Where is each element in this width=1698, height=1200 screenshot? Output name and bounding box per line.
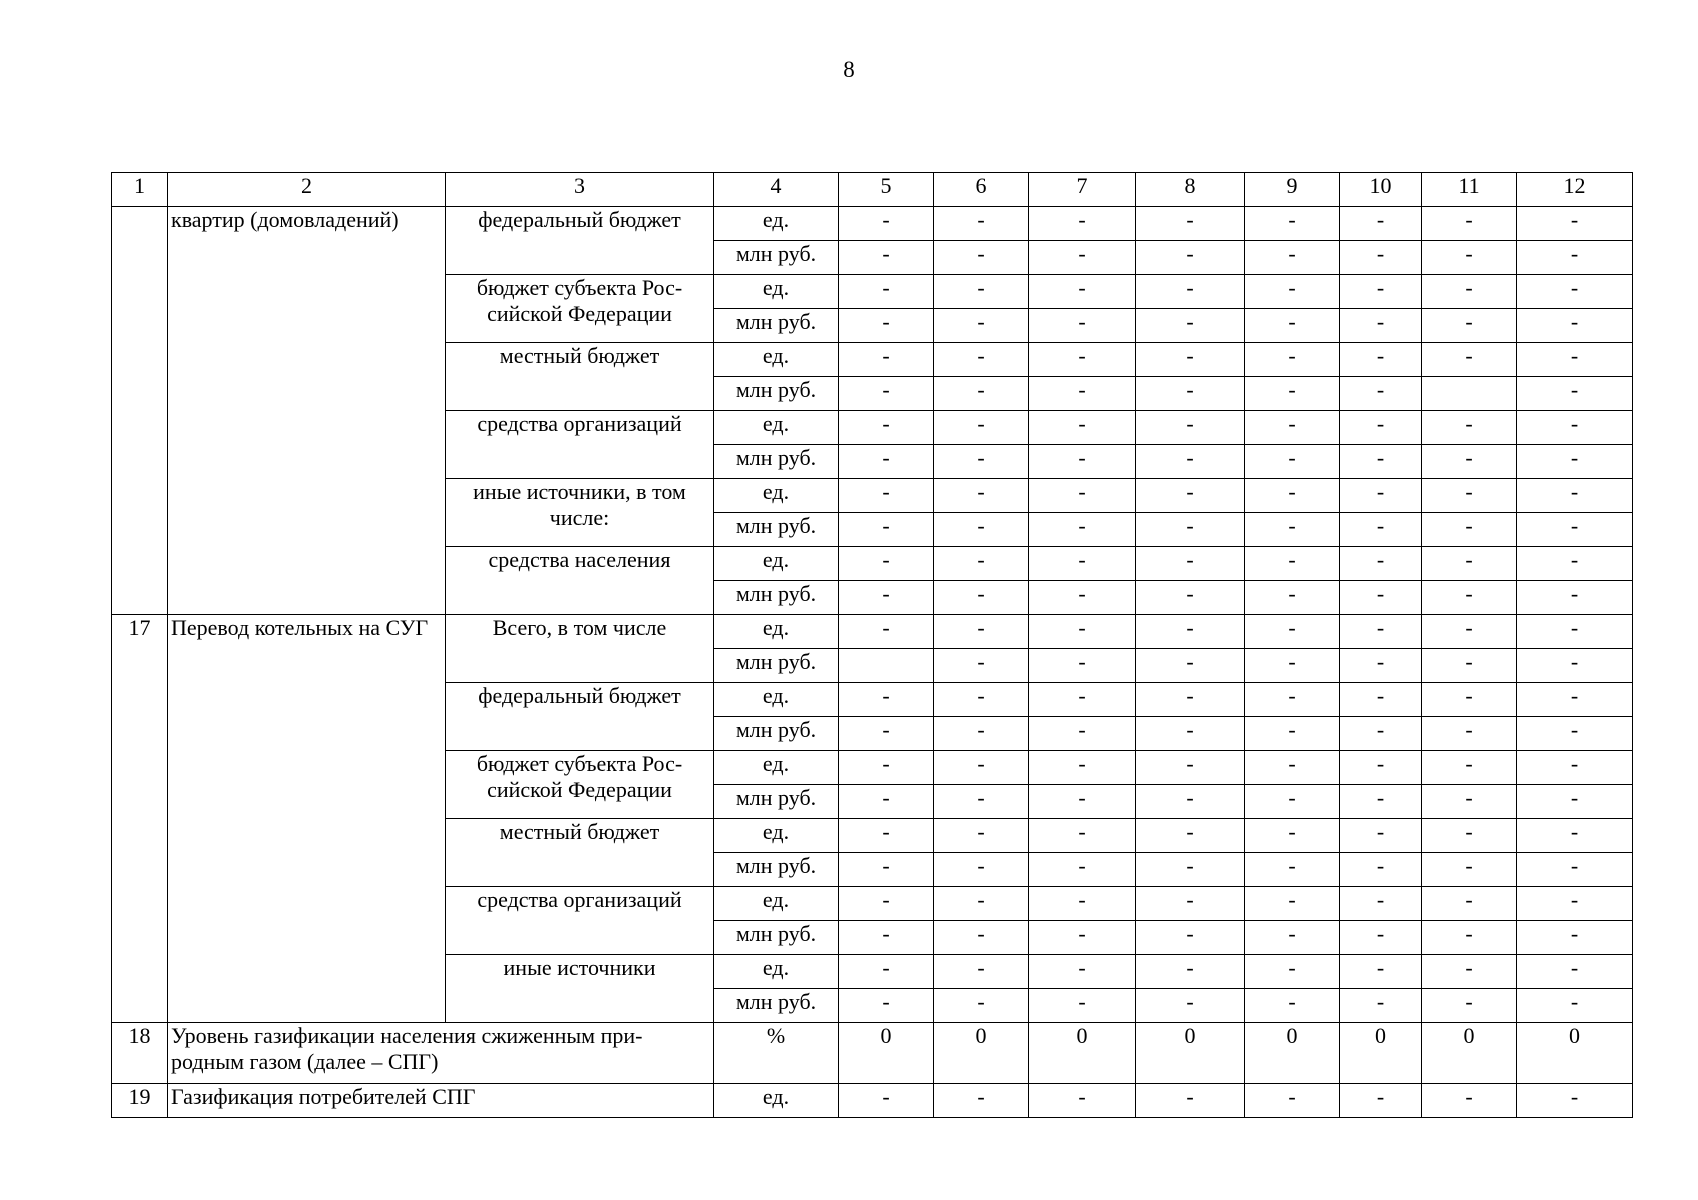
- value-cell: -: [1422, 717, 1517, 751]
- value-cell: -: [1422, 615, 1517, 649]
- value-cell: -: [1029, 241, 1136, 275]
- funding-source: средства организаций: [446, 411, 714, 479]
- funding-source: бюджет субъекта Рос-сийской Федерации: [446, 275, 714, 343]
- value-cell: -: [1517, 955, 1633, 989]
- value-cell: -: [839, 819, 934, 853]
- value-cell: -: [839, 445, 934, 479]
- table-body: [112, 173, 1633, 1118]
- unit-cell: млн руб.: [714, 513, 839, 547]
- value-cell: -: [1029, 377, 1136, 411]
- value-cell: -: [1422, 683, 1517, 717]
- unit-cell: ед.: [714, 479, 839, 513]
- value-cell: -: [1245, 1084, 1340, 1118]
- value-cell: -: [934, 547, 1029, 581]
- unit-cell: ед.: [714, 887, 839, 921]
- value-cell: -: [1245, 785, 1340, 819]
- value-cell: -: [1422, 207, 1517, 241]
- value-cell: -: [839, 955, 934, 989]
- value-cell: -: [1340, 309, 1422, 343]
- value-cell: -: [1029, 785, 1136, 819]
- value-cell: -: [934, 785, 1029, 819]
- value-cell: -: [1136, 649, 1245, 683]
- header-cell: 1: [112, 173, 168, 207]
- funding-source: федеральный бюджет: [446, 683, 714, 751]
- value-cell: -: [934, 377, 1029, 411]
- value-cell: -: [1136, 547, 1245, 581]
- value-cell: -: [1517, 513, 1633, 547]
- value-cell: -: [1136, 377, 1245, 411]
- value-cell: -: [1517, 411, 1633, 445]
- header-cell: 6: [934, 173, 1029, 207]
- value-cell: -: [1340, 513, 1422, 547]
- value-cell: -: [1517, 241, 1633, 275]
- value-cell: -: [934, 887, 1029, 921]
- funding-source: федеральный бюджет: [446, 207, 714, 275]
- value-cell: -: [1422, 445, 1517, 479]
- value-cell: -: [1340, 241, 1422, 275]
- value-cell: -: [1245, 955, 1340, 989]
- indicator-name: квартир (домовладений): [168, 207, 446, 615]
- funding-source: местный бюджет: [446, 343, 714, 411]
- value-cell: -: [1136, 853, 1245, 887]
- value-cell: -: [1422, 819, 1517, 853]
- value-cell: -: [839, 615, 934, 649]
- funding-source: местный бюджет: [446, 819, 714, 887]
- value-cell: -: [1517, 275, 1633, 309]
- value-cell: -: [1136, 989, 1245, 1023]
- value-cell: -: [1517, 751, 1633, 785]
- value-cell: -: [1245, 683, 1340, 717]
- value-cell: -: [934, 955, 1029, 989]
- indicator-name: Уровень газификации населения сжиженным при-родным газом (далее – СПГ): [168, 1023, 714, 1084]
- header-cell: 11: [1422, 173, 1517, 207]
- value-cell: -: [1422, 921, 1517, 955]
- value-cell: -: [1422, 411, 1517, 445]
- value-cell: -: [1340, 207, 1422, 241]
- value-cell: -: [1136, 411, 1245, 445]
- value-cell: -: [1029, 513, 1136, 547]
- value-cell: -: [1422, 785, 1517, 819]
- unit-cell: ед.: [714, 207, 839, 241]
- value-cell: -: [1029, 717, 1136, 751]
- value-cell: -: [1136, 887, 1245, 921]
- value-cell: -: [839, 887, 934, 921]
- value-cell: -: [1340, 853, 1422, 887]
- value-cell: -: [1517, 1084, 1633, 1118]
- value-cell: -: [1340, 887, 1422, 921]
- value-cell: -: [1136, 955, 1245, 989]
- value-cell: [839, 649, 934, 683]
- value-cell: -: [1517, 921, 1633, 955]
- header-cell: 10: [1340, 173, 1422, 207]
- value-cell: -: [1136, 513, 1245, 547]
- value-cell: -: [1029, 649, 1136, 683]
- value-cell: 0: [934, 1023, 1029, 1084]
- value-cell: -: [1422, 955, 1517, 989]
- value-cell: -: [1136, 445, 1245, 479]
- page-number: 8: [843, 57, 855, 82]
- value-cell: -: [839, 853, 934, 887]
- value-cell: -: [1029, 581, 1136, 615]
- value-cell: -: [1517, 683, 1633, 717]
- value-cell: -: [1029, 547, 1136, 581]
- value-cell: 0: [1422, 1023, 1517, 1084]
- value-cell: -: [1517, 377, 1633, 411]
- value-cell: -: [839, 411, 934, 445]
- value-cell: -: [1422, 1084, 1517, 1118]
- value-cell: -: [934, 853, 1029, 887]
- value-cell: -: [934, 683, 1029, 717]
- value-cell: -: [839, 921, 934, 955]
- value-cell: -: [934, 751, 1029, 785]
- value-cell: 0: [1245, 1023, 1340, 1084]
- value-cell: -: [1136, 275, 1245, 309]
- value-cell: -: [1340, 615, 1422, 649]
- funding-source: бюджет субъекта Рос-сийской Федерации: [446, 751, 714, 819]
- value-cell: -: [1517, 819, 1633, 853]
- value-cell: -: [1340, 785, 1422, 819]
- value-cell: -: [934, 921, 1029, 955]
- value-cell: 0: [1517, 1023, 1633, 1084]
- value-cell: -: [934, 479, 1029, 513]
- value-cell: -: [934, 819, 1029, 853]
- header-cell: 8: [1136, 173, 1245, 207]
- value-cell: -: [1517, 445, 1633, 479]
- row-number: 19: [112, 1084, 168, 1118]
- value-cell: -: [1136, 717, 1245, 751]
- value-cell: -: [1029, 751, 1136, 785]
- value-cell: -: [1422, 649, 1517, 683]
- row-number: 17: [112, 615, 168, 1023]
- value-cell: -: [1340, 717, 1422, 751]
- header-cell: 2: [168, 173, 446, 207]
- value-cell: -: [1245, 751, 1340, 785]
- header-cell: 9: [1245, 173, 1340, 207]
- value-cell: -: [1245, 717, 1340, 751]
- value-cell: -: [1340, 955, 1422, 989]
- value-cell: -: [1340, 989, 1422, 1023]
- value-cell: 0: [1340, 1023, 1422, 1084]
- value-cell: -: [1422, 581, 1517, 615]
- value-cell: -: [839, 241, 934, 275]
- value-cell: -: [1517, 207, 1633, 241]
- value-cell: -: [934, 615, 1029, 649]
- unit-cell: млн руб.: [714, 785, 839, 819]
- value-cell: -: [1340, 581, 1422, 615]
- value-cell: -: [1340, 445, 1422, 479]
- value-cell: -: [1245, 343, 1340, 377]
- value-cell: -: [1029, 275, 1136, 309]
- value-cell: -: [1136, 1084, 1245, 1118]
- value-cell: -: [839, 1084, 934, 1118]
- value-cell: -: [1029, 411, 1136, 445]
- header-cell: 7: [1029, 173, 1136, 207]
- unit-cell: %: [714, 1023, 839, 1084]
- value-cell: -: [1340, 275, 1422, 309]
- value-cell: -: [1517, 615, 1633, 649]
- value-cell: -: [1136, 343, 1245, 377]
- unit-cell: ед.: [714, 411, 839, 445]
- value-cell: -: [934, 581, 1029, 615]
- value-cell: -: [839, 309, 934, 343]
- value-cell: -: [1340, 819, 1422, 853]
- value-cell: -: [1029, 819, 1136, 853]
- value-cell: -: [934, 445, 1029, 479]
- value-cell: -: [1136, 683, 1245, 717]
- value-cell: -: [1517, 547, 1633, 581]
- value-cell: -: [934, 411, 1029, 445]
- value-cell: -: [1136, 309, 1245, 343]
- value-cell: -: [1245, 989, 1340, 1023]
- value-cell: -: [1422, 479, 1517, 513]
- value-cell: -: [1029, 887, 1136, 921]
- value-cell: 0: [1136, 1023, 1245, 1084]
- value-cell: -: [1245, 513, 1340, 547]
- value-cell: -: [839, 513, 934, 547]
- funding-source: Всего, в том числе: [446, 615, 714, 683]
- unit-cell: ед.: [714, 615, 839, 649]
- value-cell: -: [1517, 581, 1633, 615]
- header-cell: 3: [446, 173, 714, 207]
- value-cell: -: [1517, 853, 1633, 887]
- value-cell: -: [1136, 751, 1245, 785]
- data-table: [111, 172, 1633, 1118]
- unit-cell: ед.: [714, 955, 839, 989]
- value-cell: 0: [839, 1023, 934, 1084]
- value-cell: -: [1245, 377, 1340, 411]
- value-cell: [1422, 377, 1517, 411]
- value-cell: -: [1340, 1084, 1422, 1118]
- unit-cell: млн руб.: [714, 445, 839, 479]
- unit-cell: ед.: [714, 547, 839, 581]
- value-cell: -: [1340, 751, 1422, 785]
- value-cell: -: [934, 989, 1029, 1023]
- value-cell: -: [839, 547, 934, 581]
- value-cell: -: [934, 309, 1029, 343]
- value-cell: -: [1422, 853, 1517, 887]
- value-cell: -: [1029, 343, 1136, 377]
- value-cell: -: [1245, 479, 1340, 513]
- indicator-name: Газификация потребителей СПГ: [168, 1084, 714, 1118]
- indicator-name: Перевод котельных на СУГ: [168, 615, 446, 1023]
- value-cell: -: [1422, 241, 1517, 275]
- header-row: [112, 173, 1633, 207]
- value-cell: -: [1029, 615, 1136, 649]
- value-cell: -: [1340, 921, 1422, 955]
- value-cell: -: [839, 717, 934, 751]
- value-cell: -: [1245, 241, 1340, 275]
- row-number: 18: [112, 1023, 168, 1084]
- value-cell: -: [934, 513, 1029, 547]
- value-cell: -: [1245, 819, 1340, 853]
- value-cell: -: [1245, 615, 1340, 649]
- unit-cell: ед.: [714, 275, 839, 309]
- value-cell: -: [1136, 921, 1245, 955]
- value-cell: -: [1136, 615, 1245, 649]
- value-cell: -: [934, 207, 1029, 241]
- value-cell: -: [1422, 887, 1517, 921]
- value-cell: -: [934, 1084, 1029, 1118]
- unit-cell: млн руб.: [714, 241, 839, 275]
- unit-cell: млн руб.: [714, 581, 839, 615]
- value-cell: -: [1517, 343, 1633, 377]
- table-row: [112, 207, 1633, 241]
- value-cell: -: [839, 581, 934, 615]
- unit-cell: млн руб.: [714, 309, 839, 343]
- unit-cell: ед.: [714, 343, 839, 377]
- unit-cell: млн руб.: [714, 921, 839, 955]
- value-cell: -: [1245, 547, 1340, 581]
- value-cell: -: [1029, 1084, 1136, 1118]
- value-cell: -: [1422, 513, 1517, 547]
- value-cell: -: [1422, 343, 1517, 377]
- value-cell: -: [839, 343, 934, 377]
- value-cell: -: [1245, 649, 1340, 683]
- value-cell: -: [1245, 921, 1340, 955]
- value-cell: -: [1517, 717, 1633, 751]
- value-cell: -: [934, 649, 1029, 683]
- value-cell: -: [1029, 989, 1136, 1023]
- value-cell: -: [1340, 411, 1422, 445]
- value-cell: -: [1029, 853, 1136, 887]
- value-cell: -: [1136, 241, 1245, 275]
- value-cell: -: [839, 989, 934, 1023]
- value-cell: -: [1517, 479, 1633, 513]
- unit-cell: ед.: [714, 683, 839, 717]
- unit-cell: млн руб.: [714, 649, 839, 683]
- value-cell: -: [934, 343, 1029, 377]
- value-cell: -: [1340, 479, 1422, 513]
- value-cell: -: [1245, 275, 1340, 309]
- value-cell: -: [839, 207, 934, 241]
- value-cell: -: [1422, 751, 1517, 785]
- value-cell: -: [1136, 819, 1245, 853]
- value-cell: -: [1517, 649, 1633, 683]
- table-row: [112, 1023, 1633, 1084]
- value-cell: -: [1245, 207, 1340, 241]
- value-cell: -: [1245, 887, 1340, 921]
- unit-cell: млн руб.: [714, 377, 839, 411]
- value-cell: -: [1136, 581, 1245, 615]
- value-cell: 0: [1029, 1023, 1136, 1084]
- value-cell: -: [839, 785, 934, 819]
- value-cell: -: [1029, 445, 1136, 479]
- value-cell: -: [839, 683, 934, 717]
- value-cell: -: [934, 241, 1029, 275]
- value-cell: -: [1029, 479, 1136, 513]
- value-cell: -: [1029, 955, 1136, 989]
- value-cell: -: [1136, 207, 1245, 241]
- value-cell: -: [1029, 921, 1136, 955]
- value-cell: -: [1340, 377, 1422, 411]
- value-cell: -: [1340, 547, 1422, 581]
- funding-source: иные источники, в том числе:: [446, 479, 714, 547]
- funding-source: средства организаций: [446, 887, 714, 955]
- value-cell: -: [1136, 785, 1245, 819]
- value-cell: -: [1136, 479, 1245, 513]
- unit-cell: млн руб.: [714, 853, 839, 887]
- value-cell: -: [1029, 309, 1136, 343]
- value-cell: -: [1340, 683, 1422, 717]
- table-row: [112, 1084, 1633, 1118]
- value-cell: -: [934, 275, 1029, 309]
- value-cell: -: [839, 751, 934, 785]
- value-cell: -: [1517, 989, 1633, 1023]
- header-cell: 12: [1517, 173, 1633, 207]
- value-cell: -: [1422, 989, 1517, 1023]
- value-cell: -: [1029, 683, 1136, 717]
- value-cell: -: [1340, 343, 1422, 377]
- value-cell: -: [1517, 887, 1633, 921]
- value-cell: -: [1340, 649, 1422, 683]
- header-cell: 5: [839, 173, 934, 207]
- value-cell: -: [839, 377, 934, 411]
- funding-source: иные источники: [446, 955, 714, 1023]
- value-cell: -: [934, 717, 1029, 751]
- unit-cell: ед.: [714, 751, 839, 785]
- unit-cell: млн руб.: [714, 717, 839, 751]
- row-number: [112, 207, 168, 615]
- value-cell: -: [1245, 445, 1340, 479]
- value-cell: -: [1422, 275, 1517, 309]
- value-cell: -: [1422, 547, 1517, 581]
- unit-cell: ед.: [714, 819, 839, 853]
- header-cell: 4: [714, 173, 839, 207]
- value-cell: -: [1517, 785, 1633, 819]
- value-cell: -: [839, 479, 934, 513]
- value-cell: -: [1245, 309, 1340, 343]
- value-cell: -: [839, 275, 934, 309]
- funding-source: средства населения: [446, 547, 714, 615]
- table-row: [112, 615, 1633, 649]
- value-cell: -: [1245, 581, 1340, 615]
- unit-cell: млн руб.: [714, 989, 839, 1023]
- value-cell: -: [1245, 411, 1340, 445]
- value-cell: -: [1029, 207, 1136, 241]
- value-cell: -: [1245, 853, 1340, 887]
- unit-cell: ед.: [714, 1084, 839, 1118]
- value-cell: -: [1517, 309, 1633, 343]
- value-cell: -: [1422, 309, 1517, 343]
